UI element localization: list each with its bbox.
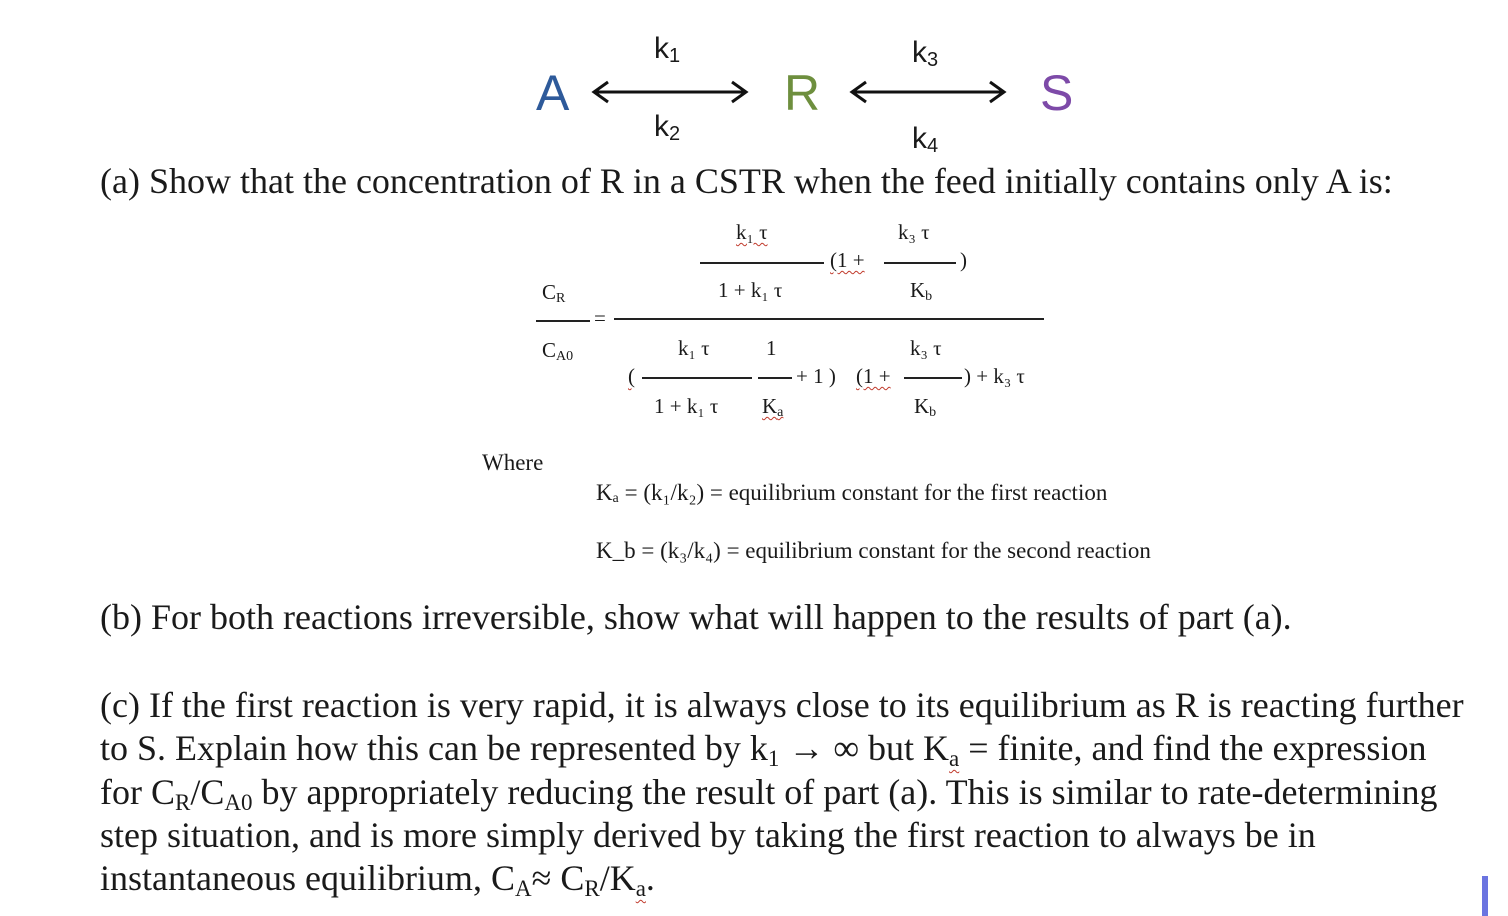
lhs-fraction-bar [536, 320, 590, 322]
num-fraction-bar-2 [884, 262, 956, 264]
num-one-plus-k1tau: 1 + k₁ τ [718, 278, 783, 302]
num-kb: $K_b$ [910, 278, 933, 304]
scroll-indicator [1482, 876, 1488, 916]
num-fraction-bar-1 [700, 262, 824, 264]
num-close-paren: ) [960, 248, 967, 272]
part-c-line-1: (c) If the first reaction is very rapid, it is always close to its equilibrium as R is reacting further [100, 685, 1464, 725]
rate-constant-k4: $k_4$ [912, 122, 939, 157]
den-plus-one: + 1 ) [796, 364, 836, 388]
den-k1tau: k₁ τ [678, 336, 710, 360]
species-r: R [784, 65, 821, 121]
species-s: S [1040, 65, 1074, 121]
double-arrow-icon [848, 80, 1008, 104]
den-open-paren: ( [628, 364, 635, 388]
den-fraction-bar-3 [904, 377, 962, 379]
ka-definition: Kₐ = (k₁/k₂) = equilibrium constant for the first reaction [596, 480, 1108, 505]
kb-definition: K_b = (k₃/k₄) = equilibrium constant for the second reaction [596, 538, 1151, 563]
lhs-denominator: $C_{A0}$ [542, 338, 574, 364]
num-k3tau: k₃ τ [898, 220, 930, 244]
lhs-equals: = [594, 306, 606, 330]
where-label: Where [482, 450, 544, 475]
double-arrow-icon [590, 80, 750, 104]
den-k3tau: k₃ τ [910, 336, 942, 360]
species-a: A [536, 65, 570, 121]
part-c-line-5: instantaneous equilibrium, $C_A\approx C_R/K_a$. [100, 858, 655, 901]
part-c-line-3: for $C_R/C_{A0}$ by appropriately reducing the result of part (a). This is similar to rate-determining [100, 772, 1438, 815]
part-a-text: (a) Show that the concentration of R in a CSTR when the feed initially contains only A is: [100, 161, 1393, 201]
rate-constant-k2: $k_2$ [654, 110, 681, 145]
den-fraction-bar-1 [642, 377, 752, 379]
num-open-paren: (1 + [830, 248, 865, 272]
den-one-plus-k1tau: 1 + k₁ τ [654, 394, 719, 418]
rate-constant-k3: $k_3$ [912, 36, 939, 71]
den-open-paren-2: (1 + [856, 364, 891, 388]
den-close-plus-k3tau: ) + k₃ τ [964, 364, 1025, 388]
den-one: 1 [766, 336, 777, 360]
rate-constant-k1: $k_1$ [654, 32, 681, 67]
den-kb: $K_b$ [914, 394, 937, 420]
main-fraction-bar [614, 318, 1044, 320]
part-b-text: (b) For both reactions irreversible, show what will happen to the results of part (a). [100, 597, 1292, 637]
part-c-line-4: step situation, and is more simply derived by taking the first reaction to always be in [100, 815, 1316, 855]
lhs-numerator: $C_R$ [542, 280, 566, 306]
den-fraction-bar-2 [758, 377, 792, 379]
den-ka: $K_a$ [762, 394, 784, 420]
num-k1tau: k₁ τ [736, 220, 768, 244]
part-c-line-2: to S. Explain how this can be represented by $k_1$ → ∞ but $K_a$ = finite, and find the expression [100, 728, 1427, 771]
